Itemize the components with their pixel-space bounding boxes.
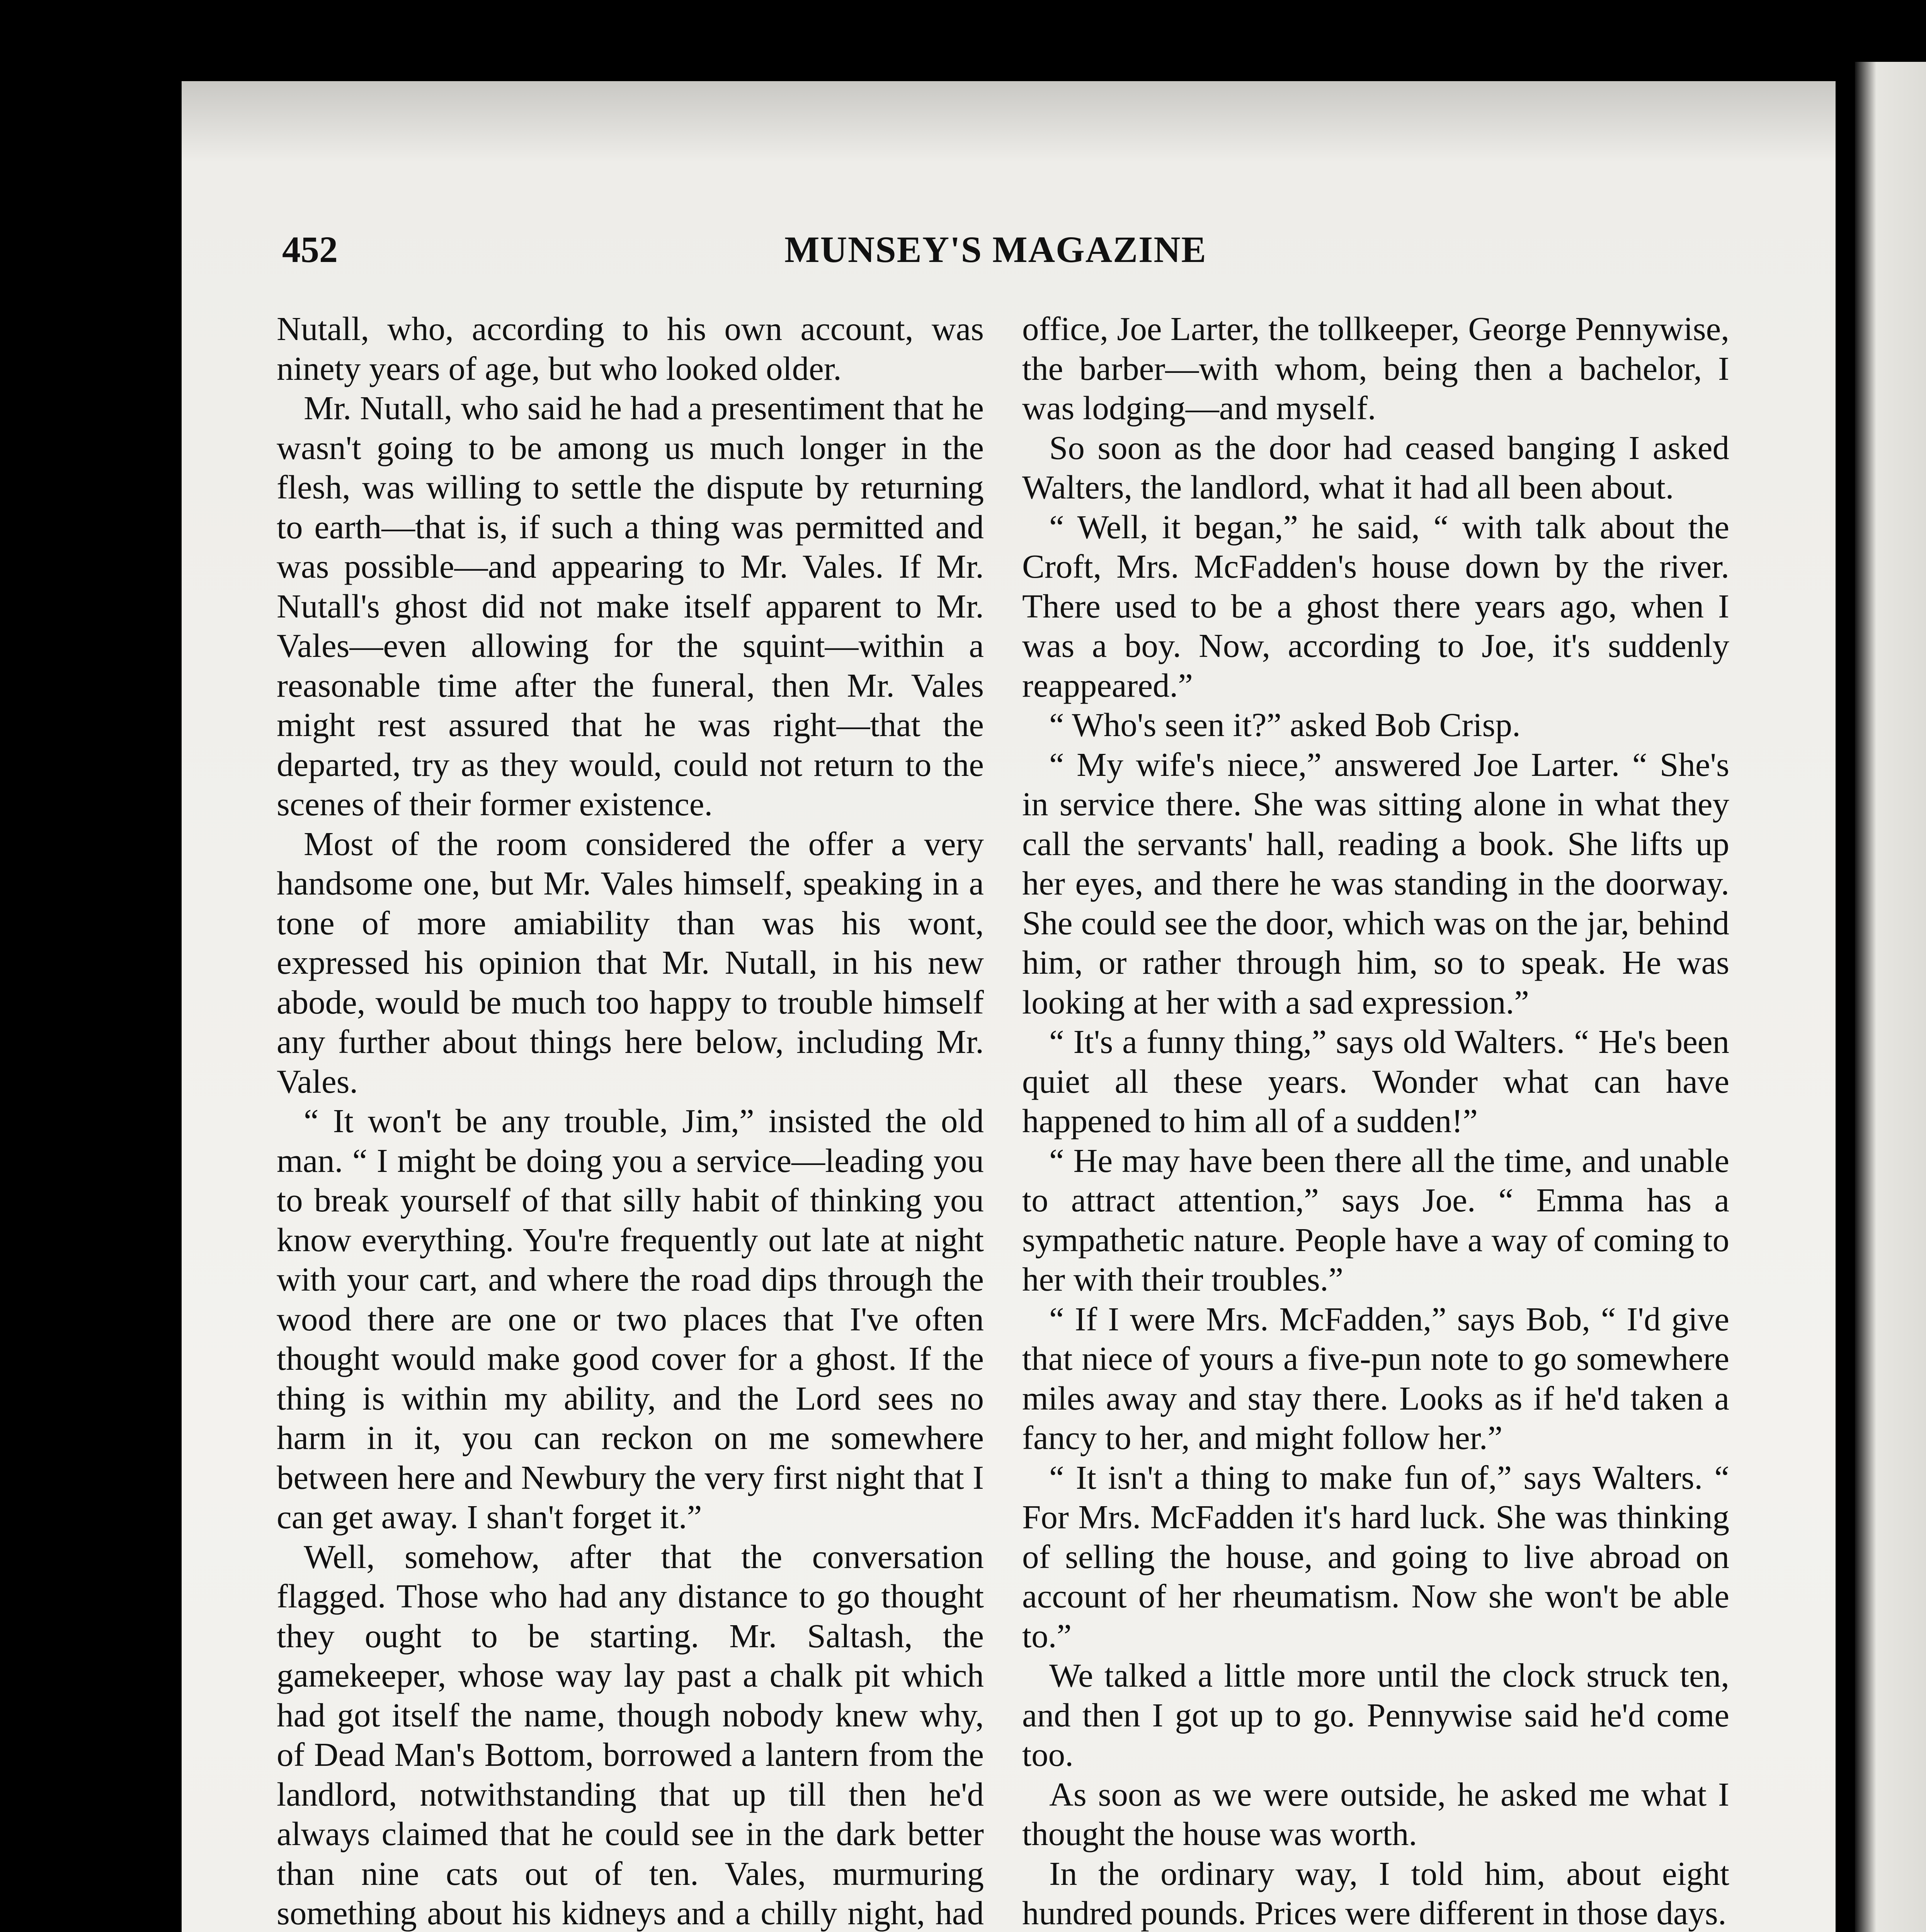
- paragraph: Well, somehow, after that the conversation flagged. Those who had any distance to go thought they ought to be starting. Mr. Saltash, the gamekeeper, whose way lay past a chalk pit which had got itself the name, though nobody knew why, of Dead Man's Bottom, borrowed a lantern from the landlord, notwithstanding that up till then he'd always claimed that he could see in the dark better than nine cats out of ten. Vales, murmuring something about his kidneys and a chilly night, had: [277, 1537, 984, 1932]
- page-number: 452: [282, 229, 338, 270]
- paragraph: We talked a little more until the clock struck ten, and then I got up to go. Pennywise said he'd come too.: [1022, 1656, 1729, 1773]
- paragraph: Mr. Nutall, who said he had a presentiment that he wasn't going to be among us much longer in the flesh, was willing to settle the dispute by returning to earth—that is, if such a thing was permitted and was possible—and appearing to Mr. Vales. If Mr. Nutall's ghost did not make itself apparent to Mr. Vales—even allowing for the squint—within a reasonable time after the funeral, then Mr. Vales might rest assured that he was right—that the departed, try as they would, could not return to the scenes of their former existence.: [277, 389, 984, 823]
- paragraph: “ He may have been there all the time, and unable to attract attention,” says Joe. “ Emma has a sympathetic nature. People have a way of coming to her with their troubles.”: [1022, 1141, 1729, 1298]
- paragraph: “ My wife's niece,” answered Joe Larter. “ She's in service there. She was sitting alone in what they call the servants' hall, reading a book. She lifts up her eyes, and there he was standing in the doorway. She could see the door, which was on the jar, behind him, or rather through him, so to speak. He was looking at her with a sad expression.”: [1022, 745, 1729, 1021]
- paragraph: “ It won't be any trouble, Jim,” insisted the old man. “ I might be doing you a service—leading you to break yourself of that silly habit of thinking you know everything. You're frequently out late at night with your cart, and where the road dips through the wood there are one or two places that I've often thought would make good cover for a ghost. If the thing is within my ability, and the Lord sees no harm in it, you can reckon on me somewhere between here and Newbury the very first night that I can get away. I shan't forget it.”: [277, 1102, 984, 1536]
- page-header: [282, 228, 1739, 278]
- paragraph: office, Joe Larter, the tollkeeper, George Pennywise, the barber—with whom, being then a bachelor, I was lodging—and myself.: [1022, 310, 1729, 427]
- paragraph: So soon as the door had ceased banging I asked Walters, the landlord, what it had all been about.: [1022, 429, 1729, 506]
- left-text-column: [277, 309, 984, 1932]
- paragraph: As soon as we were outside, he asked me what I thought the house was worth.: [1022, 1775, 1729, 1852]
- paragraph: “ It isn't a thing to make fun of,” says Walters. “ For Mrs. McFadden it's hard luck. She was thinking of selling the house, and going to live abroad on account of her rheumatism. Now she won't be able to.”: [1022, 1458, 1729, 1655]
- paragraph: “ Well, it began,” he said, “ with talk about the Croft, Mrs. McFadden's house down by the river. There used to be a ghost there years ago, when I was a boy. Now, according to Joe, it's suddenly reappeared.”: [1022, 508, 1729, 704]
- paragraph: Nutall, who, according to his own account, was ninety years of age, but who looked older.: [277, 310, 984, 387]
- running-title: MUNSEY'S MAGAZINE: [784, 229, 1207, 270]
- paragraph: “ It's a funny thing,” says old Walters. “ He's been quiet all these years. Wonder what can have happened to him all of a sudden!”: [1022, 1023, 1729, 1139]
- paragraph: In the ordinary way, I told him, about eight hundred pounds. Prices were different in those days.: [1022, 1854, 1729, 1932]
- right-text-column: [1022, 309, 1729, 1932]
- paragraph: “ If I were Mrs. McFadden,” says Bob, “ I'd give that niece of yours a five-pun note to go somewhere miles away and stay there. Looks as if he'd taken a fancy to her, and might follow her.”: [1022, 1300, 1729, 1456]
- paragraph: “ Who's seen it?” asked Bob Crisp.: [1049, 706, 1521, 743]
- facing-page-edge: [1855, 62, 1926, 1932]
- paragraph: Most of the room considered the offer a very handsome one, but Mr. Vales himself, speaking in a tone of more amiability than was his wont, expressed his opinion that Mr. Nutall, in his new abode, would be much too happy to trouble himself any further about things here below, including Mr. Vales.: [277, 825, 984, 1100]
